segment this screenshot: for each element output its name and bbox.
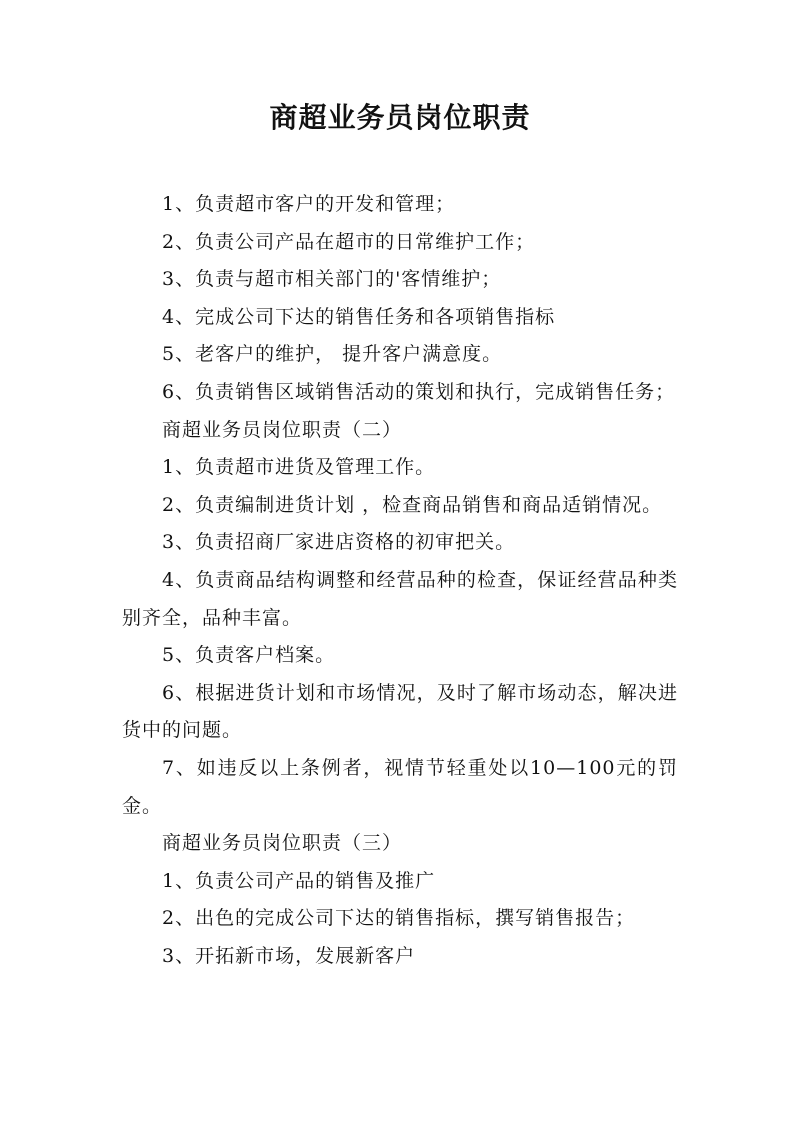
paragraph-9: 3、负责招商厂家进店资格的初审把关。 [162,531,516,554]
paragraph-6: 6、负责销售区域销售活动的策划和执行，完成销售任务； [162,380,676,403]
paragraph-11: 5、负责客户档案。 [162,644,336,667]
paragraph-14: 1、负责公司产品的销售及推广 [162,869,436,892]
paragraph-5: 5、老客户的维护， 提升客户满意度。 [162,343,503,366]
paragraph-2: 2、负责公司产品在超市的日常维护工作； [162,230,536,253]
paragraph-12: 6、根据进货计划和市场情况，及时了解市场动态，解决进货中的问题。 [122,681,678,742]
paragraph-13: 7、如违反以上条例者，视情节轻重处以10—100元的罚金。 [122,756,678,817]
section-heading-3: 商超业务员岗位职责（三） [162,832,403,855]
paragraph-15: 2、出色的完成公司下达的销售指标，撰写销售报告； [162,907,636,930]
paragraph-3: 3、负责与超市相关部门的'客情维护； [162,268,502,291]
paragraph-10: 4、负责商品结构调整和经营品种的检查，保证经营品种类别齐全，品种丰富。 [122,568,678,629]
document-body [122,186,678,975]
paragraph-1: 1、负责超市客户的开发和管理； [162,193,456,215]
paragraph-16: 3、开拓新市场，发展新客户 [162,944,416,967]
document-title: 商超业务员岗位职责 [269,101,531,134]
paragraph-4: 4、完成公司下达的销售任务和各项销售指标 [162,305,556,328]
paragraph-7: 1、负责超市进货及管理工作。 [162,456,436,479]
section-heading-2: 商超业务员岗位职责（二） [162,418,403,441]
paragraph-8: 2、负责编制进货计划 ，检查商品销售和商品适销情况。 [162,493,663,516]
